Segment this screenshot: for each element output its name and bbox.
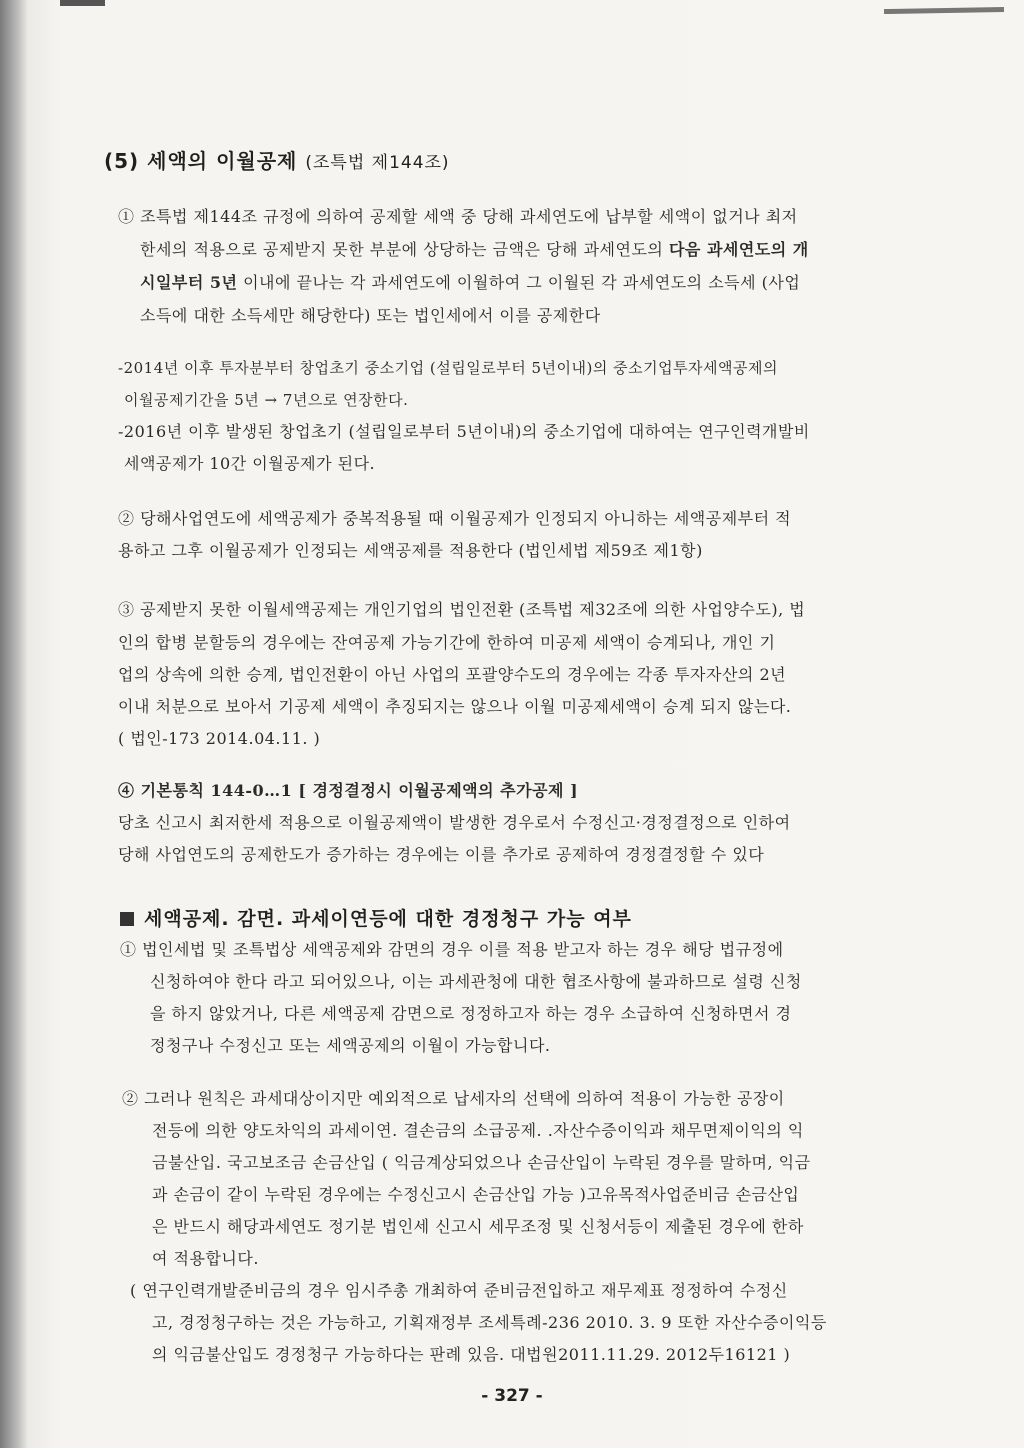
paragraph-line: 을 하지 않았거나, 다른 세액공제 감면으로 정정하고자 하는 경우 소급하여 신청하면서 경 [150, 1004, 792, 1023]
paragraph-line: 신청하여야 한다 라고 되어있으나, 이는 과세관청에 대한 협조사항에 불과하므로 설령 신청 [150, 972, 802, 991]
page-number: - 327 - [481, 1386, 543, 1406]
paragraph-line: 의 익금불산입도 경정청구 가능하다는 판례 있음. 대법원2011.11.29. 2012두16121 ) [152, 1345, 791, 1364]
spine-shadow [0, 0, 28, 1448]
paragraph-line: ① 법인세법 및 조특법상 세액공제와 감면의 경우 이를 적용 받고자 하는 경우 해당 법규정에 [120, 940, 784, 959]
scan-mark [60, 0, 105, 6]
emphasis-text: 다음 과세연도의 개 [668, 240, 809, 259]
paragraph-line: ( 연구인력개발준비금의 경우 임시주총 개최하여 준비금전입하고 재무제표 정정하여 수정신 [130, 1281, 788, 1300]
note-line: -2016년 이후 발생된 창업초기 (설립일로부터 5년이내)의 중소기업에 대하여는 연구인력개발비 [118, 422, 810, 441]
paragraph-line: ② 당해사업연도에 세액공제가 중복적용될 때 이월공제가 인정되지 아니하는 세액공제부터 적 [118, 509, 792, 528]
paragraph-line: 용하고 그후 이월공제가 인정되는 세액공제를 적용한다 (법인세법 제59조 제1항) [118, 541, 703, 560]
section-title-reference: (조특법 제144조) [305, 153, 450, 173]
section-title-text: (5) 세액의 이월공제 [104, 149, 298, 173]
paragraph-line: 소득에 대한 소득세만 해당한다) 또는 법인세에서 이를 공제한다 [140, 306, 601, 325]
note-line: 이월공제기간을 5년 → 7년으로 연장한다. [124, 391, 409, 409]
ruling-title: ④ 기본통칙 144-0…1 [ 경정결정시 이월공제액의 추가공제 ] [118, 781, 579, 800]
paragraph-line: ( 법인-173 2014.04.11. ) [118, 729, 321, 748]
paragraph-line: ① 조특법 제144조 규정에 의하여 공제할 세액 중 당해 과세연도에 납부할 세액이 없거나 최저 [118, 207, 798, 226]
scan-mark [884, 7, 1004, 14]
paragraph-line: 전등에 의한 양도차익의 과세이연. 결손금의 소급공제. .자산수증이익과 채무면제이익의 익 [152, 1121, 804, 1140]
note-line: -2014년 이후 투자분부터 창업초기 중소기업 (설립일로부터 5년이내)의 중소기업투자세액공제의 [118, 359, 778, 377]
paragraph-line [140, 273, 800, 293]
claim-section-title [120, 904, 632, 931]
paragraph-line: 정청구나 수정신고 또는 세액공제의 이월이 가능합니다. [150, 1036, 551, 1055]
section-title [104, 145, 450, 174]
paragraph-line: 업의 상속에 의한 승계, 법인전환이 아닌 사업의 포괄양수도의 경우에는 각종 투자자산의 2년 [118, 665, 787, 684]
paragraph-line: 인의 합병 분할등의 경우에는 잔여공제 가능기간에 한하여 미공제 세액이 승계되나, 개인 기 [118, 633, 776, 652]
text-run: 이내에 끝나는 각 과세연도에 이월하여 그 이월된 각 과세연도의 소득세 (사업 [243, 273, 801, 292]
paragraph-line: 고, 경정청구하는 것은 가능하고, 기획재정부 조세특례-236 2010. 3. 9 또한 자산수증이익등 [152, 1313, 827, 1332]
paragraph-line: 당초 신고시 최저한세 적용으로 이월공제액이 발생한 경우로서 수정신고·경정결정으로 인하여 [118, 813, 791, 832]
paragraph-line: 과 손금이 같이 누락된 경우에는 수정신고시 손금산입 가능 )고유목적사업준비금 손금산입 [152, 1185, 800, 1204]
paragraph-line: ③ 공제받지 못한 이월세액공제는 개인기업의 법인전환 (조특법 제32조에 의한 사업양수도), 법 [118, 600, 806, 619]
text-run: 한세의 적용으로 공제받지 못한 부분에 상당하는 금액은 당해 과세연도의 [140, 240, 664, 259]
paragraph-line: 이내 처분으로 보아서 기공제 세액이 추징되지는 않으나 이월 미공제세액이 승계 되지 않는다. [118, 697, 792, 716]
paragraph-line: ② 그러나 원칙은 과세대상이지만 예외적으로 납세자의 선택에 의하여 적용이 가능한 공장이 [122, 1089, 785, 1108]
square-bullet-icon [120, 912, 134, 926]
paragraph-line: 은 반드시 해당과세연도 정기분 법인세 신고시 세무조정 및 신청서등이 제출된 경우에 한하 [152, 1217, 804, 1236]
paragraph-line: 금불산입. 국고보조금 손금산입 ( 익금계상되었으나 손금산입이 누락된 경우를 말하며, 익금 [152, 1153, 811, 1172]
emphasis-text: 시일부터 5년 [140, 273, 238, 292]
note-line: 세액공제가 10간 이월공제가 된다. [124, 454, 376, 473]
paragraph-line [140, 240, 809, 260]
paragraph-line: 여 적용합니다. [152, 1249, 259, 1268]
claim-section-title-text: 세액공제. 감면. 과세이연등에 대한 경정청구 가능 여부 [144, 908, 632, 930]
paragraph-line: 당해 사업연도의 공제한도가 증가하는 경우에는 이를 추가로 공제하여 경정결정할 수 있다 [118, 845, 765, 864]
